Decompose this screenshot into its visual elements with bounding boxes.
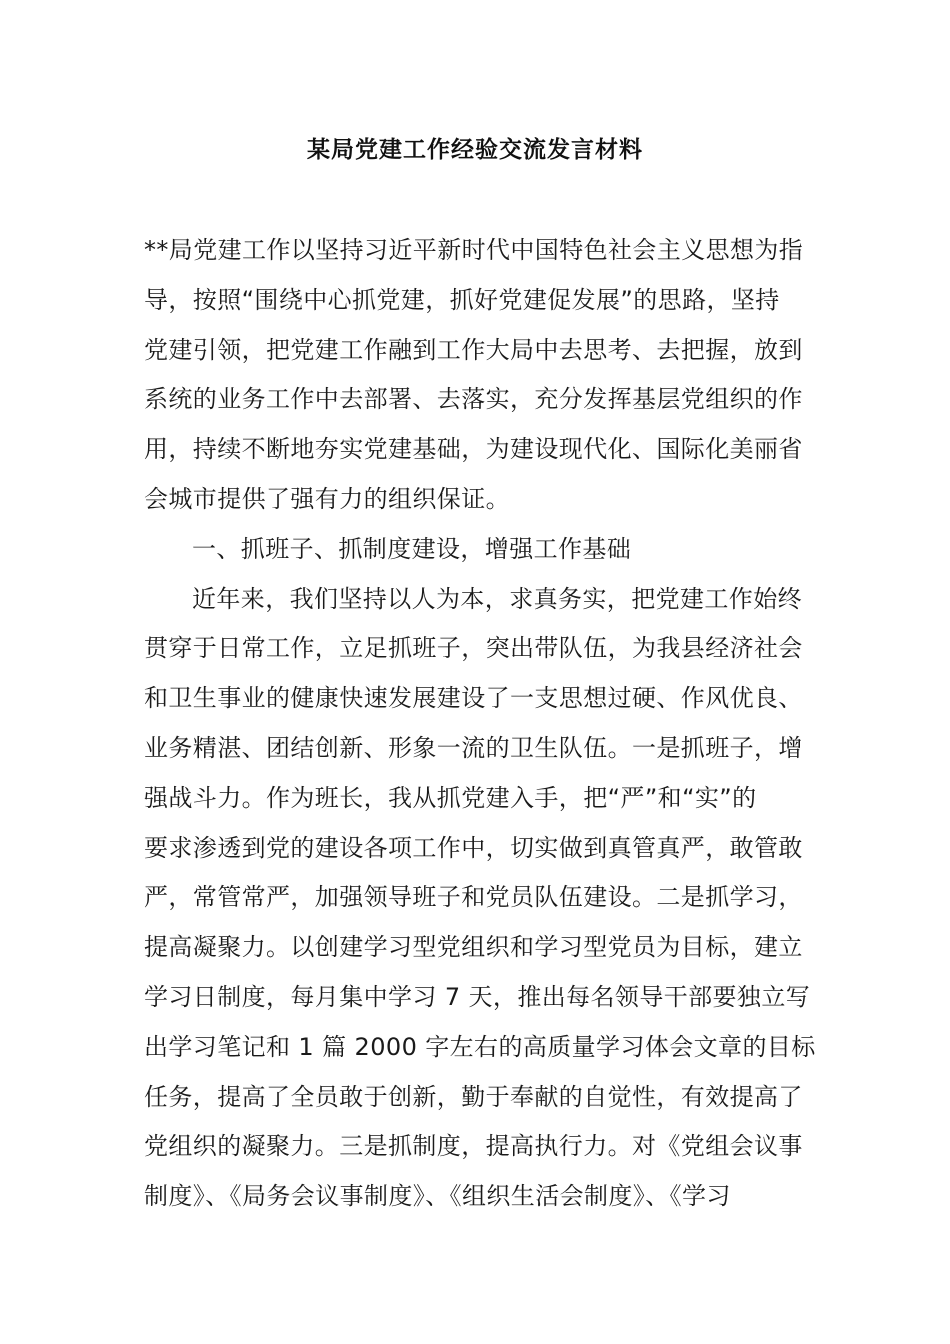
document-body xyxy=(144,226,816,1222)
text-line: **局党建工作以坚持习近平新时代中国特色社会主义思想为指 xyxy=(144,236,804,264)
text-line: 贯穿于日常工作，立足抓班子，突出带队伍，为我县经济社会 xyxy=(144,634,803,663)
text-line: 党建引领，把党建工作融到工作大局中去思考、去把握，放到 xyxy=(144,335,803,364)
text-line: 会城市提供了强有力的组织保证。 xyxy=(144,484,510,513)
document-title: 某局党建工作经验交流发言材料 xyxy=(307,137,643,163)
text-line: 系统的业务工作中去部署、去落实，充分发挥基层党组织的作 xyxy=(144,385,803,414)
section-heading: 一、抓班子、抓制度建设，增强工作基础 xyxy=(192,534,632,563)
text-line: 近年来，我们坚持以人为本，求真务实，把党建工作始终 xyxy=(192,584,802,613)
text-line: 任务，提高了全员敢于创新，勤于奉献的自觉性，有效提高了 xyxy=(144,1082,803,1111)
text-line: 业务精湛、团结创新、形象一流的卫生队伍。一是抓班子，增 xyxy=(144,733,803,762)
text-line: 用，持续不断地夯实党建基础，为建设现代化、国际化美丽省 xyxy=(144,435,803,464)
text-line: 导，按照“围绕中心抓党建，抓好党建促发展”的思路，坚持 xyxy=(144,285,780,314)
text-line: 党组织的凝聚力。三是抓制度，提高执行力。对《党组会议事 xyxy=(144,1132,803,1161)
text-line: 学习日制度，每月集中学习 7 天，推出每名领导干部要独立写 xyxy=(144,982,811,1011)
text-line: 严，常管常严，加强领导班子和党员队伍建设。二是抓学习， xyxy=(144,883,803,912)
text-line: 要求渗透到党的建设各项工作中，切实做到真管真严，敢管敢 xyxy=(144,833,803,862)
text-line: 出学习笔记和 1 篇 2000 字左右的高质量学习体会文章的目标 xyxy=(144,1032,816,1061)
text-line: 提高凝聚力。以创建学习型党组织和学习型党员为目标，建立 xyxy=(144,933,803,962)
text-line: 制度》、《局务会议事制度》、《组织生活会制度》、《学习 xyxy=(144,1182,731,1211)
text-line: 强战斗力。作为班长，我从抓党建入手，把“严”和“实”的 xyxy=(144,783,757,812)
text-line: 和卫生事业的健康快速发展建设了一支思想过硬、作风优良、 xyxy=(144,684,803,713)
